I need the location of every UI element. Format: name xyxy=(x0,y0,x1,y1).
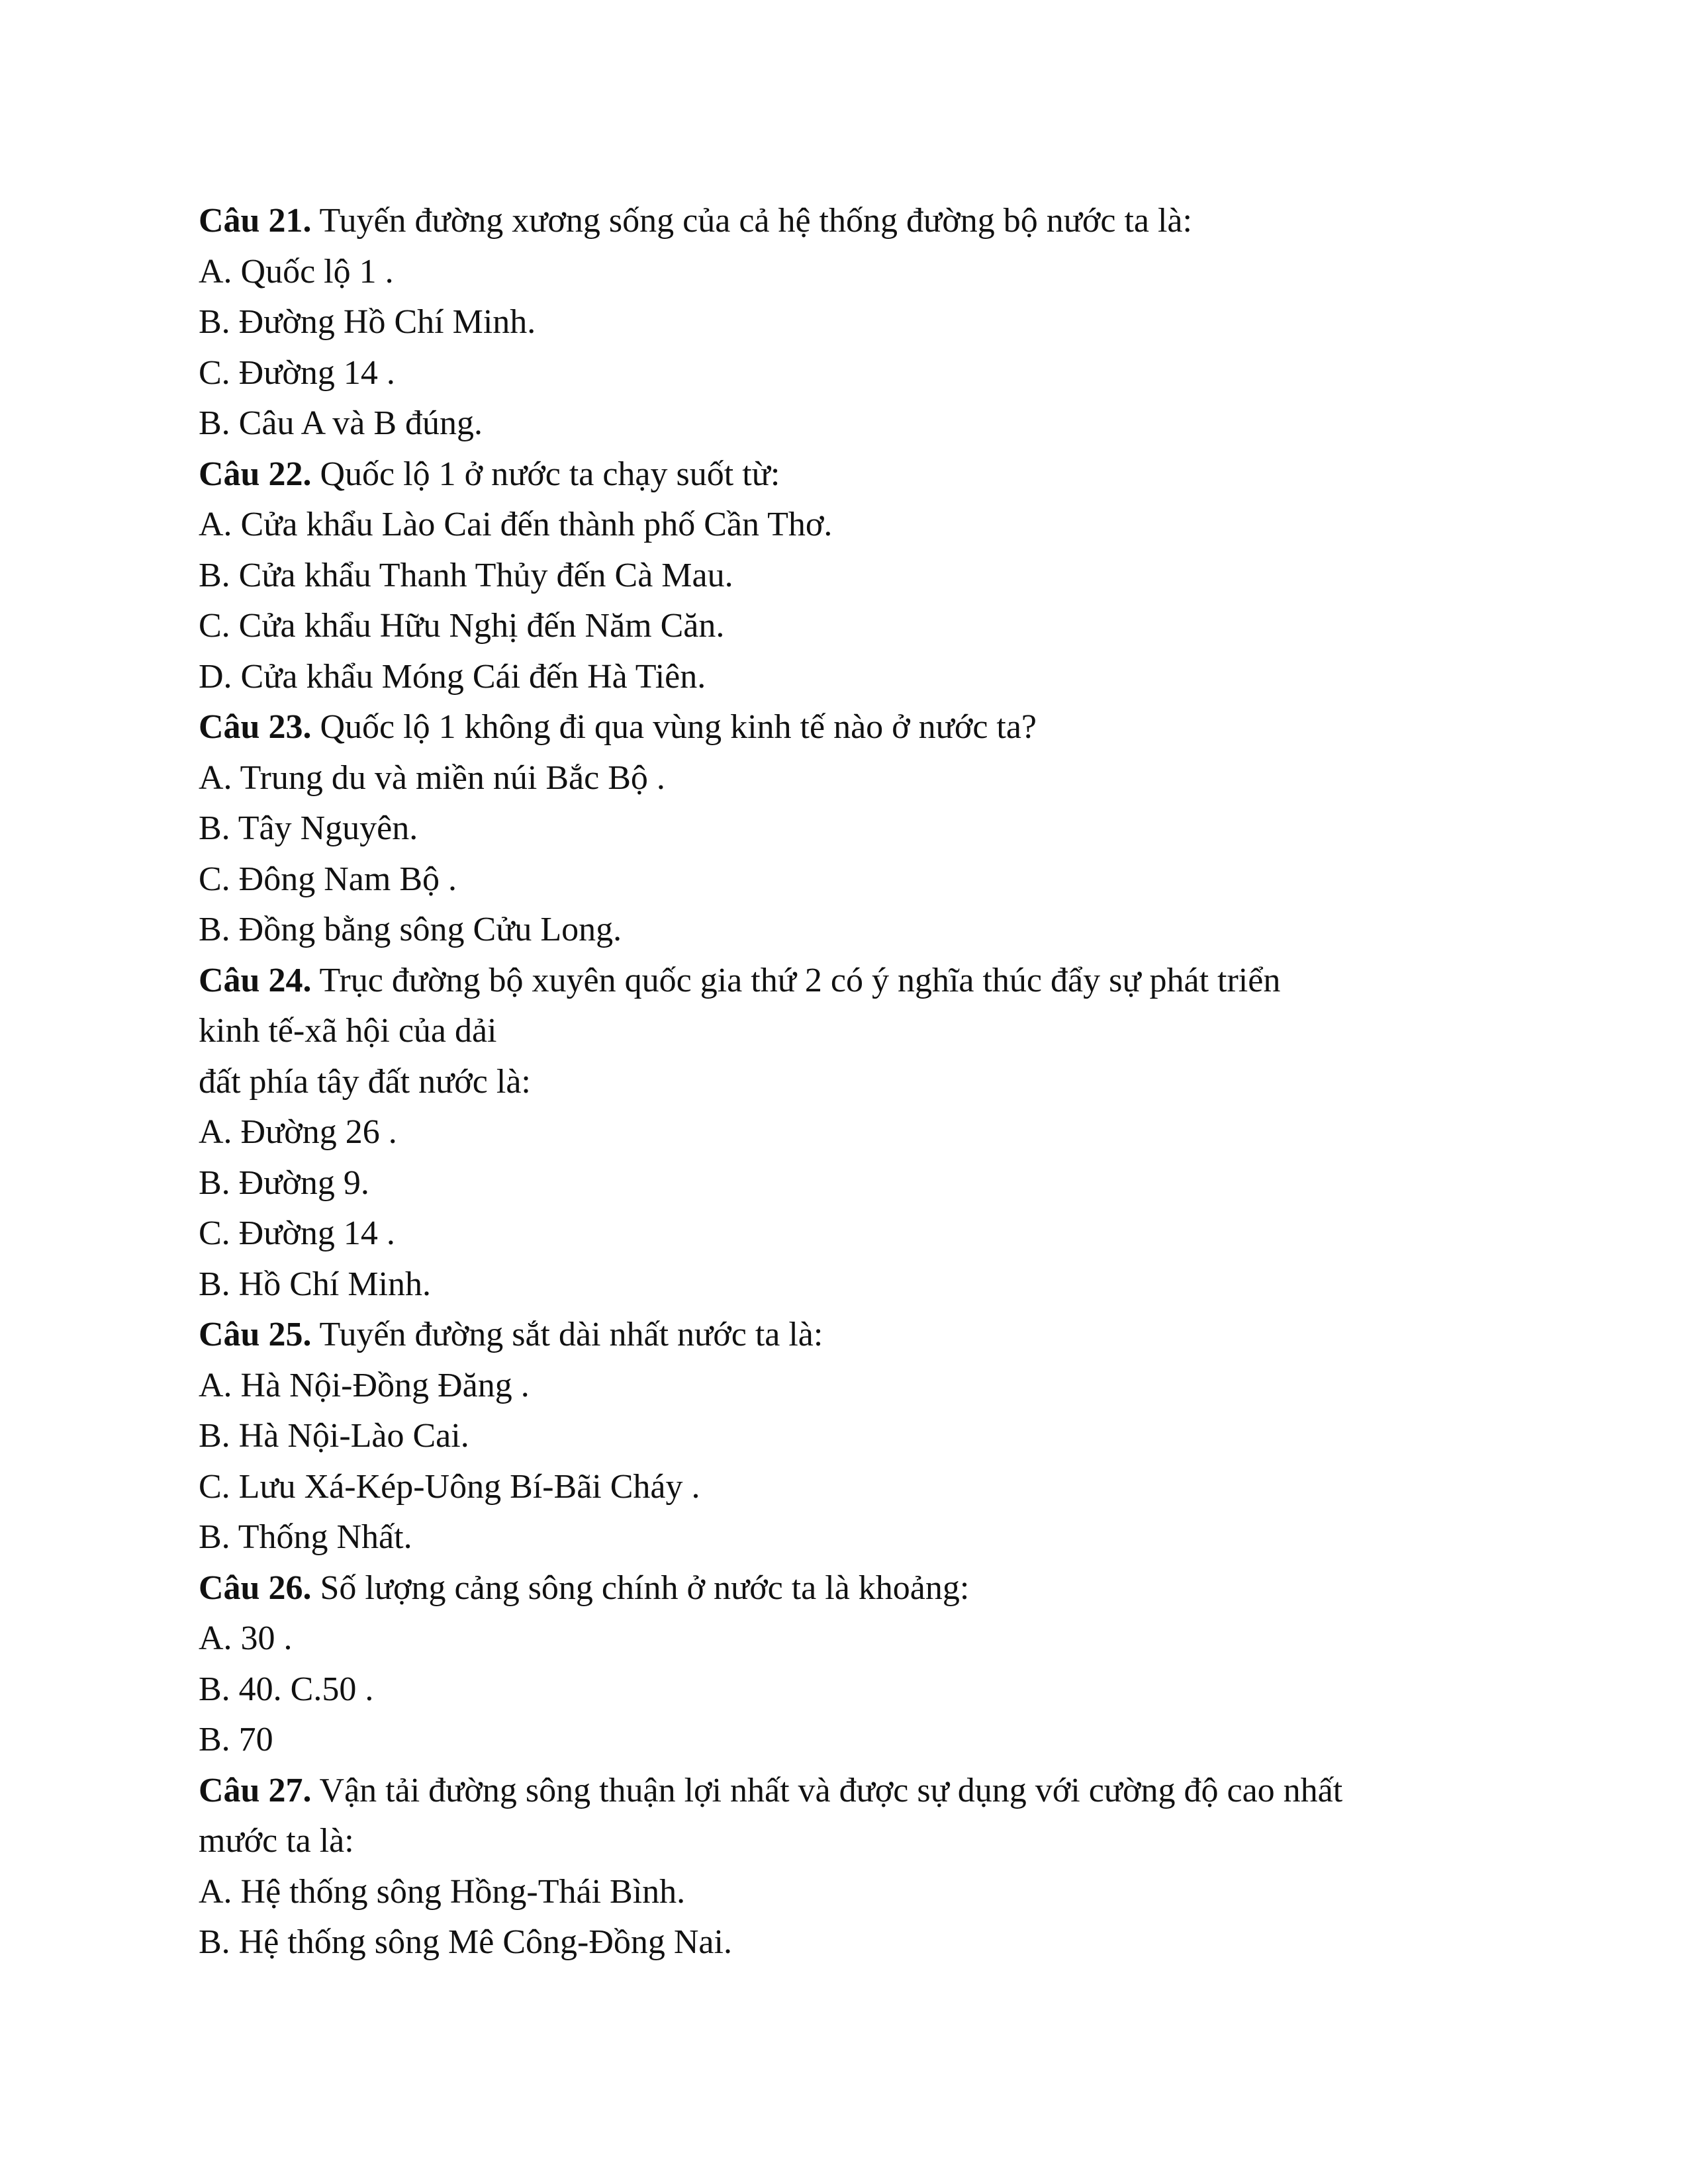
question-26-stem xyxy=(199,1563,1523,1614)
question-25-option-a: A. Hà Nội-Đồng Đăng . xyxy=(199,1366,530,1404)
question-22-option-d: D. Cửa khẩu Móng Cái đến Hà Tiên. xyxy=(199,657,706,696)
question-22-option-a: A. Cửa khẩu Lào Cai đến thành phố Cần Thơ. xyxy=(199,506,833,543)
question-26-option-a: A. 30 . xyxy=(199,1619,293,1657)
document-page xyxy=(199,196,1523,1968)
question-21-option-b: B. Đường Hồ Chí Minh. xyxy=(199,303,536,341)
question-26-option-d: B. 70 xyxy=(199,1721,273,1758)
question-27-option-b: B. Hệ thống sông Mê Công-Đồng Nai. xyxy=(199,1923,732,1961)
question-25-option-b: B. Hà Nội-Lào Cai. xyxy=(199,1417,469,1455)
question-text: Tuyến đường sắt dài nhất nước ta là: xyxy=(311,1316,823,1353)
question-21-option-c: C. Đường 14 . xyxy=(199,353,395,392)
question-number: Câu 21. xyxy=(199,202,312,240)
question-23-option-a: A. Trung du và miền núi Bắc Bộ . xyxy=(199,758,665,797)
question-number: Câu 24. xyxy=(199,961,312,999)
question-23-option-b: B. Tây Nguyên. xyxy=(199,809,418,847)
question-number: Câu 22. xyxy=(199,455,312,493)
question-text: Vận tải đường sông thuận lợi nhất và được sự dụng với cường độ cao nhất xyxy=(311,1771,1343,1809)
question-21-option-a: A. Quốc lộ 1 . xyxy=(199,252,394,291)
question-23-option-d: B. Đồng bằng sông Cửu Long. xyxy=(199,911,622,948)
question-24-option-d: B. Hồ Chí Minh. xyxy=(199,1265,432,1303)
question-25-option-d: B. Thống Nhất. xyxy=(199,1518,412,1556)
question-24-stem-continued: đất phía tây đất nước là: xyxy=(199,1062,531,1101)
question-text: Trục đường bộ xuyên quốc gia thứ 2 có ý nghĩa thúc đẩy sự phát triển xyxy=(311,961,1281,999)
question-text: Số lượng cảng sông chính ở nước ta là khoảng: xyxy=(311,1569,970,1607)
question-27-stem xyxy=(199,1766,1523,1817)
question-text: Tuyến đường xương sống của cả hệ thống đường bộ nước ta là: xyxy=(311,202,1192,240)
question-27-stem-continued: mước ta là: xyxy=(199,1822,354,1860)
question-21-option-d: B. Câu A và B đúng. xyxy=(199,404,483,442)
question-25-stem xyxy=(199,1310,1523,1361)
question-24-option-b: B. Đường 9. xyxy=(199,1163,369,1202)
question-27-option-a: A. Hệ thống sông Hồng-Thái Bình. xyxy=(199,1872,686,1911)
question-23-stem xyxy=(199,702,1523,753)
question-26-option-b: B. 40. C.50 . xyxy=(199,1670,374,1708)
question-24-option-c: C. Đường 14 . xyxy=(199,1214,395,1252)
question-text: Quốc lộ 1 ở nước ta chạy suốt từ: xyxy=(311,455,780,493)
question-number: Câu 26. xyxy=(199,1569,312,1607)
question-22-option-c: C. Cửa khẩu Hữu Nghị đến Năm Căn. xyxy=(199,607,725,645)
question-24-stem xyxy=(199,956,1523,1007)
question-number: Câu 23. xyxy=(199,708,312,746)
question-number: Câu 25. xyxy=(199,1316,312,1353)
question-24-stem-continued: kinh tế-xã hội của dải xyxy=(199,1012,497,1050)
question-22-stem xyxy=(199,449,1523,500)
question-24-option-a: A. Đường 26 . xyxy=(199,1113,397,1151)
question-21-stem xyxy=(199,196,1523,247)
question-23-option-c: C. Đông Nam Bộ . xyxy=(199,860,457,898)
question-22-option-b: B. Cửa khẩu Thanh Thủy đến Cà Mau. xyxy=(199,556,733,594)
question-number: Câu 27. xyxy=(199,1771,312,1809)
question-text: Quốc lộ 1 không đi qua vùng kinh tế nào ở nước ta? xyxy=(311,708,1037,746)
question-25-option-c: C. Lưu Xá-Kép-Uông Bí-Bãi Cháy . xyxy=(199,1467,700,1506)
